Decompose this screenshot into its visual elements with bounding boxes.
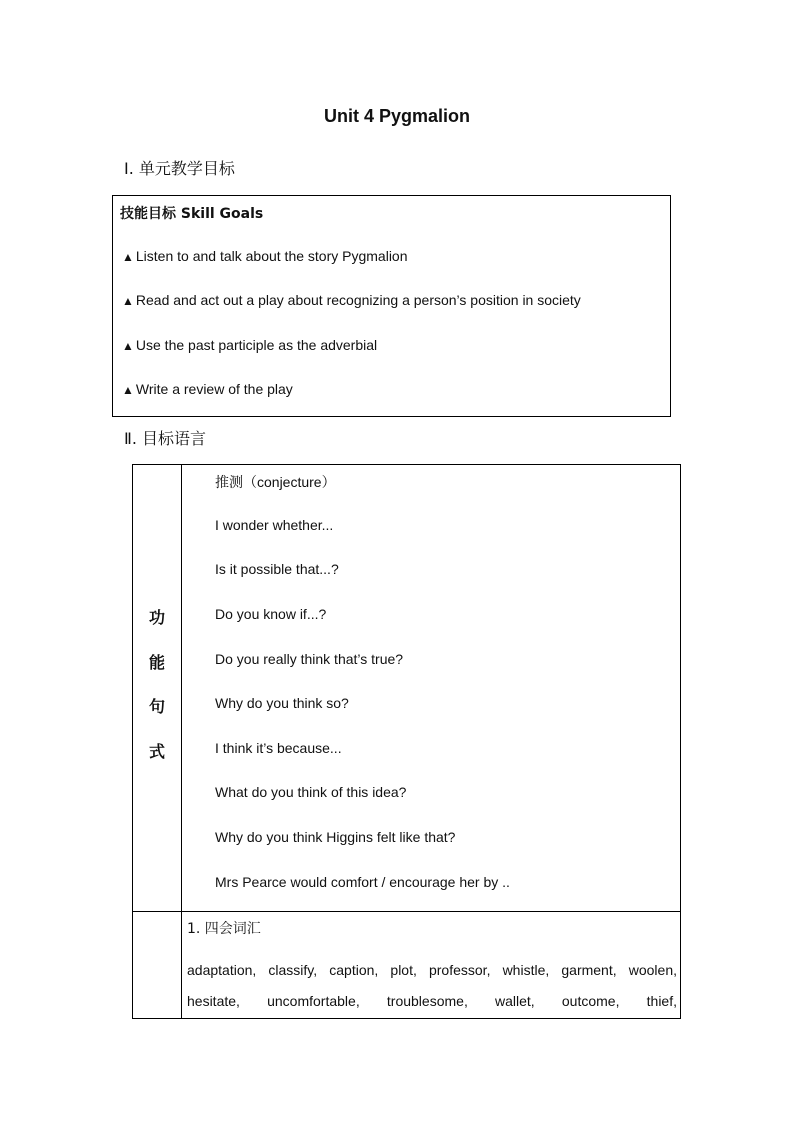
skill-goal-text: Use the past participle as the adverbial <box>135 337 378 353</box>
functional-sentence: What do you think of this idea? <box>215 784 407 800</box>
functional-sentence: Mrs Pearce would comfort / encourage her by .. <box>215 874 510 890</box>
skill-goal-item <box>122 248 408 264</box>
functional-sentence: Why do you think so? <box>215 695 349 711</box>
skill-goals-heading: 技能目标 Skill Goals <box>120 206 264 222</box>
bullet-triangle-icon: ▲ <box>122 339 134 353</box>
functional-label-char: 式 <box>148 742 165 761</box>
skill-goal-text: Listen to and talk about the story Pygmalion <box>135 248 408 264</box>
skill-goal-item <box>122 381 293 397</box>
functional-sentence: Do you know if...? <box>215 606 327 622</box>
section-heading-target-language: Ⅱ. 目标语言 <box>124 429 207 448</box>
section-heading-teaching-goals: Ⅰ. 单元教学目标 <box>124 159 235 178</box>
functional-label-char: 能 <box>148 653 165 672</box>
page-title: Unit 4 Pygmalion <box>323 106 471 126</box>
skill-goal-item <box>122 292 581 308</box>
skill-goals-box <box>112 195 671 417</box>
column-divider <box>181 465 182 1018</box>
row-divider <box>133 911 680 912</box>
functional-label-char: 句 <box>148 697 165 716</box>
functional-sentence: I think it’s because... <box>215 740 342 756</box>
bullet-triangle-icon: ▲ <box>122 294 134 308</box>
target-language-table <box>132 464 681 1019</box>
bullet-triangle-icon: ▲ <box>122 250 134 264</box>
functional-label-char: 功 <box>148 608 165 627</box>
skill-goal-text: Write a review of the play <box>135 381 293 397</box>
functional-sentence: Do you really think that’s true? <box>215 651 404 667</box>
skill-goal-item <box>122 337 377 353</box>
skill-goal-text: Read and act out a play about recognizing a person’s position in society <box>135 292 581 308</box>
vocabulary-line: hesitate, uncomfortable, troublesome, wallet, outcome, thief, <box>187 993 677 1009</box>
vocabulary-heading: 1. 四会词汇 <box>187 921 261 937</box>
functional-sentence: I wonder whether... <box>215 517 334 533</box>
vocabulary-line: adaptation, classify, caption, plot, professor, whistle, garment, woolen, <box>187 962 677 978</box>
functional-sentence: Why do you think Higgins felt like that? <box>215 829 456 845</box>
functional-sentence: Is it possible that...? <box>215 561 339 577</box>
bullet-triangle-icon: ▲ <box>122 383 134 397</box>
functional-sentence: 推测（conjecture） <box>215 474 336 490</box>
